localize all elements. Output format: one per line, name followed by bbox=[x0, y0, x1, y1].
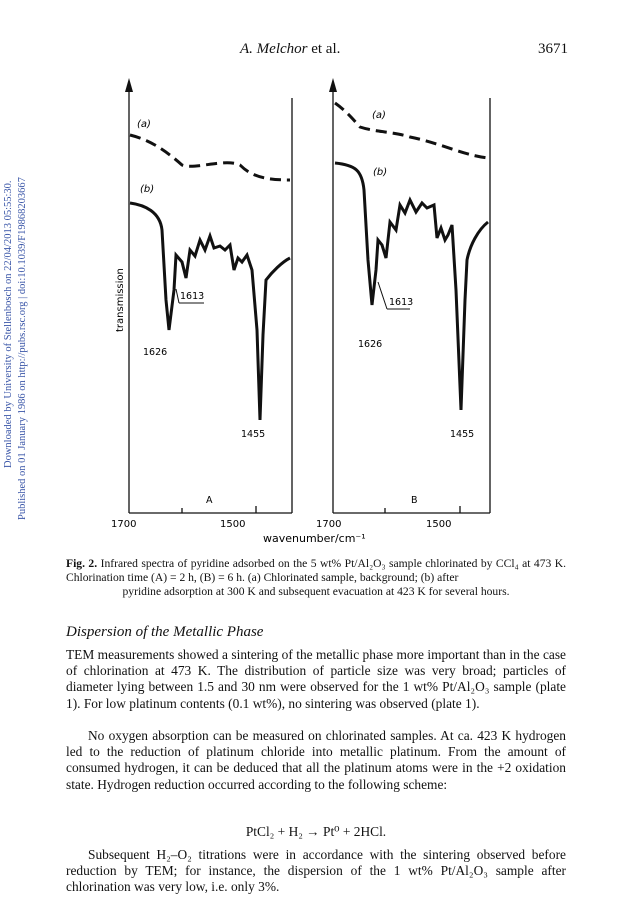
panel-a-peak-1626: 1626 bbox=[143, 347, 168, 358]
y-axis-label: transmission bbox=[115, 268, 126, 332]
panel-b-leader-1613 bbox=[378, 282, 387, 309]
panel-b-label-curve-b: (b) bbox=[373, 167, 388, 178]
panel-b-curve-b bbox=[335, 163, 488, 410]
panel-a-label-curve-a: (a) bbox=[137, 119, 151, 130]
panel-b-curve-a bbox=[335, 103, 488, 158]
caption-label: Fig. 2. bbox=[66, 557, 98, 570]
panel-a-peak-1613: 1613 bbox=[180, 291, 205, 302]
paragraph-1: TEM measurements showed a sintering of the metallic phase more important than in the case of chlorination at 473 K. The distribution of particle size was very broad; particles of diameter lying between 1.5 and 30 nm were observed for the 1 wt% Pt/Al₂O₃ sample (plate 1). For low platinum contents (0.1 wt%), no sintering was observed (plate 1). bbox=[66, 647, 566, 711]
caption-line-2: at 473 K. Chlorination time (A) = 2 h, (B) = 6 h. (a) Chlorinated sample, background; (b) after bbox=[66, 557, 566, 584]
panel-b-peak-1613: 1613 bbox=[389, 297, 414, 308]
panel-a-tick-label-1500: 1500 bbox=[220, 519, 246, 530]
x-axis-label: wavenumber/cm⁻¹ bbox=[263, 532, 366, 545]
author-name: A. Melchor bbox=[240, 41, 308, 57]
panel-a-leader-1613 bbox=[176, 289, 179, 303]
caption-line-3: pyridine adsorption at 300 K and subsequent evacuation at 423 K for several hours. bbox=[122, 585, 510, 598]
panel-a-tick-label-1700: 1700 bbox=[111, 519, 137, 530]
page-number: 3671 bbox=[538, 41, 568, 57]
panel-a-curve-b bbox=[130, 203, 290, 420]
watermark-line-2: Published on 01 January 1986 on http://pubs.rsc.org | doi:10.1039/F19868203667 bbox=[17, 177, 28, 520]
panel-b-peak-1626: 1626 bbox=[358, 339, 383, 350]
panel-a-letter: A bbox=[206, 495, 213, 506]
panel-b-tick-label-1700: 1700 bbox=[316, 519, 342, 530]
caption-line-1: Infrared spectra of pyridine adsorbed on the 5 wt% Pt/Al₂O₃ sample chlorinated by CCl₄ bbox=[97, 557, 519, 570]
panel-b-axis-arrow bbox=[329, 78, 337, 92]
paragraph-2: No oxygen absorption can be measured on chlorinated samples. At ca. 423 K hydrogen led to the reduction of platinum chloride into metallic platinum. From the amount of consumed hydrogen, it can be deduced that all the platinum atoms were in the +2 oxidation state. Hydrogen reduction occurred according to the following scheme: bbox=[66, 728, 566, 792]
figure-caption bbox=[66, 557, 566, 599]
section-heading: Dispersion of the Metallic Phase bbox=[66, 624, 264, 640]
panel-b-peak-1455: 1455 bbox=[450, 429, 475, 440]
panel-b-label-curve-a: (a) bbox=[372, 110, 386, 121]
panel-a-curve-a bbox=[130, 135, 290, 180]
panel-b-letter: B bbox=[411, 495, 418, 506]
watermark-line-1: Downloaded by University of Stellenbosch on 22/04/2013 05:55:30. bbox=[3, 180, 14, 468]
panel-a-peak-1455: 1455 bbox=[241, 429, 266, 440]
panel-a bbox=[129, 85, 292, 513]
panel-b-tick-label-1500: 1500 bbox=[426, 519, 452, 530]
panel-a-axis-arrow bbox=[125, 78, 133, 92]
reaction-equation: PtCl₂ + H₂ → Pt⁰ + 2HCl. bbox=[245, 824, 387, 839]
author-etal: et al. bbox=[307, 41, 341, 57]
panel-a-label-curve-b: (b) bbox=[140, 184, 155, 195]
paragraph-3: Subsequent H₂–O₂ titrations were in accordance with the sintering observed before reduction by TEM; for instance, the dispersion of the 1 wt% Pt/Al₂O₃ sample after chlorination was very low, i.e. only 3%. bbox=[66, 847, 566, 895]
